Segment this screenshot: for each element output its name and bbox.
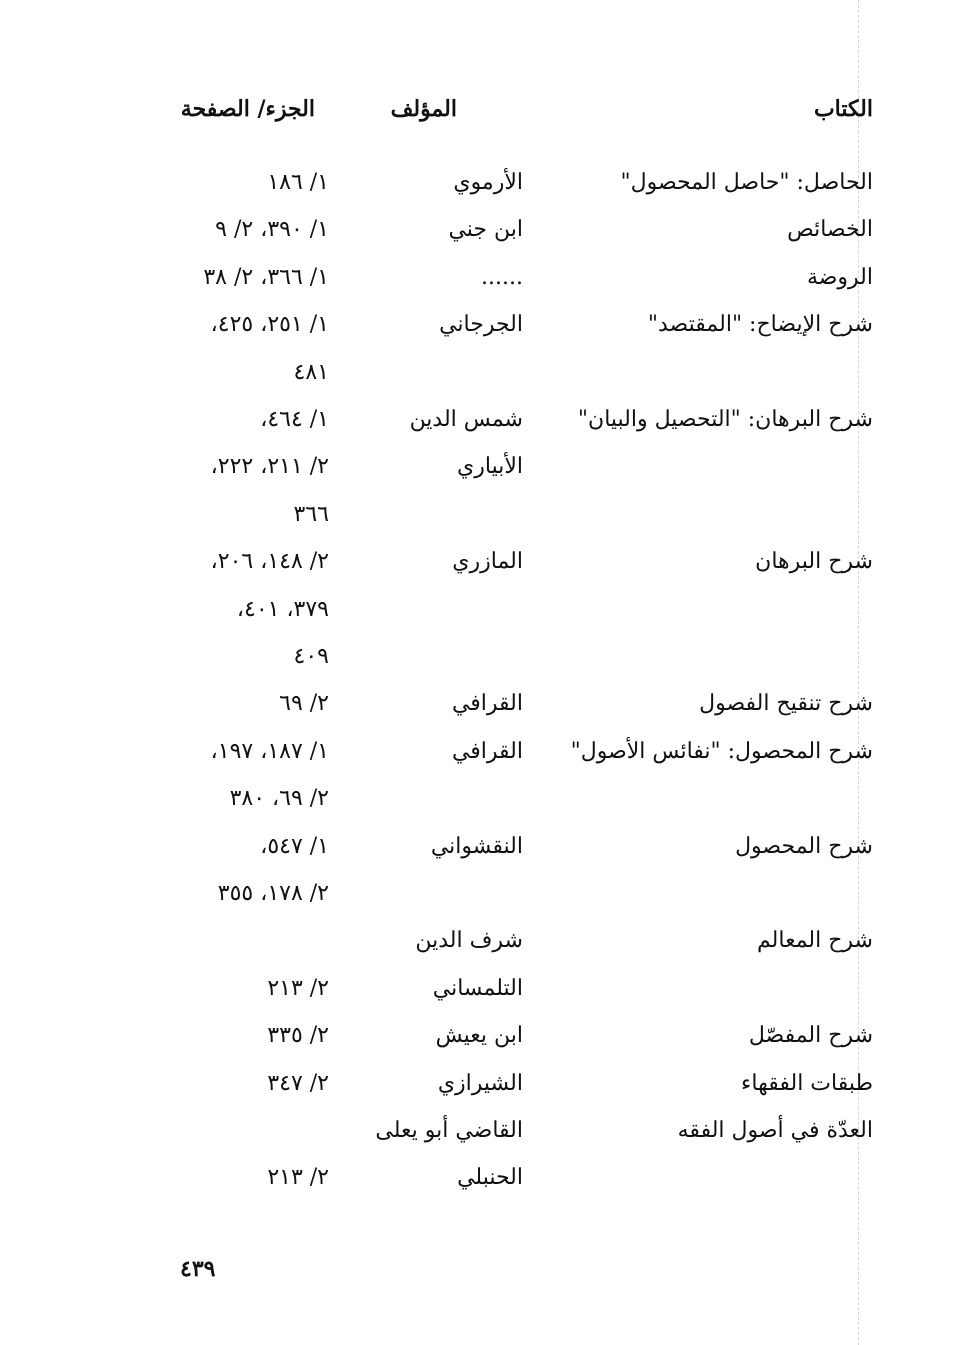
author-cell: القاضي أبو يعلى — [375, 1118, 523, 1143]
table-row — [0, 634, 955, 680]
book-title-cell: العدّة في أصول الفقه — [677, 1118, 873, 1143]
volume-page-cell: ٢/ ٢١٣ — [267, 1165, 329, 1191]
table-row — [0, 207, 955, 253]
column-header-author: المؤلف — [390, 96, 457, 122]
volume-page-cell: ١/ ١٨٦ — [267, 170, 329, 195]
table-row — [0, 1108, 955, 1154]
table-row — [0, 776, 955, 822]
table-row — [0, 918, 955, 964]
volume-page-cell: ٢/ ٢١٣ — [267, 975, 329, 1001]
volume-page-cell: ٤٠٩ — [293, 644, 329, 669]
volume-page-cell: ٢/ ٦٩ — [279, 691, 329, 717]
volume-page-cell: ٢/ ١٤٨، ٢٠٦، — [210, 549, 329, 575]
book-title-cell: الحاصل: "حاصل المحصول" — [620, 170, 873, 195]
table-row — [0, 255, 955, 301]
author-cell: القرافي — [451, 691, 523, 717]
book-title-cell: شرح المفصّل — [748, 1023, 873, 1049]
author-cell: ابن يعيش — [435, 1023, 523, 1049]
table-row — [0, 1155, 955, 1201]
book-title-cell: الخصائص — [787, 217, 873, 243]
author-cell: التلمساني — [432, 975, 523, 1001]
book-title-cell: شرح المعالم — [757, 928, 873, 954]
table-row — [0, 729, 955, 775]
book-title-cell: شرح الإيضاح: "المقتصد" — [647, 312, 873, 338]
table-row — [0, 1061, 955, 1107]
volume-page-cell: ١/ ٣٦٦، ٢/ ٣٨ — [203, 264, 329, 290]
table-row — [0, 492, 955, 538]
table-row — [0, 539, 955, 585]
page-number: ٤٣٩ — [180, 1256, 216, 1282]
volume-page-cell: ٤٨١ — [293, 359, 329, 385]
book-title-cell: شرح البرهان — [755, 549, 873, 575]
author-cell: المازري — [452, 549, 523, 575]
author-cell: الأبياري — [457, 454, 523, 480]
volume-page-cell: ٢/ ١٧٨، ٣٥٥ — [217, 881, 329, 906]
author-cell: ...... — [481, 264, 523, 290]
table-row — [0, 397, 955, 443]
table-row — [0, 681, 955, 727]
author-cell: الحنبلي — [457, 1165, 523, 1191]
book-title-cell: الروضة — [806, 264, 873, 290]
book-title-cell: شرح المحصول: "نفائس الأصول" — [570, 738, 873, 764]
book-title-cell: طبقات الفقهاء — [741, 1070, 873, 1096]
volume-page-cell: ٢/ ٦٩، ٣٨٠ — [229, 786, 329, 812]
volume-page-cell: ١/ ٤٦٤، — [260, 407, 329, 432]
author-cell: النقشواني — [430, 833, 523, 859]
table-row — [0, 587, 955, 633]
column-header-volume-page: الجزء/ الصفحة — [180, 96, 315, 122]
author-cell: القرافي — [451, 738, 523, 764]
table-row — [0, 160, 955, 206]
volume-page-cell: ١/ ٢٥١، ٤٢٥، — [210, 312, 329, 338]
author-cell: الأرموي — [453, 170, 523, 195]
table-row — [0, 1013, 955, 1059]
book-title-cell: شرح البرهان: "التحصيل والبيان" — [577, 407, 873, 432]
table-row — [0, 824, 955, 870]
volume-page-cell: ٣٧٩، ٤٠١، — [236, 596, 329, 622]
table-row — [0, 966, 955, 1012]
book-title-cell: شرح المحصول — [735, 833, 873, 859]
author-cell: شرف الدين — [415, 928, 523, 954]
table-row — [0, 444, 955, 490]
table-row — [0, 350, 955, 396]
author-cell: الجرجاني — [439, 312, 523, 338]
volume-page-cell: ١/ ١٨٧، ١٩٧، — [210, 738, 329, 764]
volume-page-cell: ٢/ ٢١١، ٢٢٢، — [210, 454, 329, 480]
volume-page-cell: ٢/ ٣٣٥ — [267, 1023, 329, 1049]
table-row — [0, 871, 955, 917]
volume-page-cell: ١/ ٣٩٠، ٢/ ٩ — [215, 217, 329, 243]
author-cell: شمس الدين — [409, 407, 523, 432]
table-row — [0, 302, 955, 348]
column-header-book: الكتاب — [813, 96, 873, 122]
book-title-cell: شرح تنقيح الفصول — [699, 691, 873, 717]
author-cell: الشيرازي — [437, 1070, 523, 1096]
volume-page-cell: ٣٦٦ — [293, 501, 329, 527]
volume-page-cell: ١/ ٥٤٧، — [260, 833, 329, 859]
volume-page-cell: ٢/ ٣٤٧ — [267, 1070, 329, 1096]
author-cell: ابن جني — [448, 217, 523, 243]
